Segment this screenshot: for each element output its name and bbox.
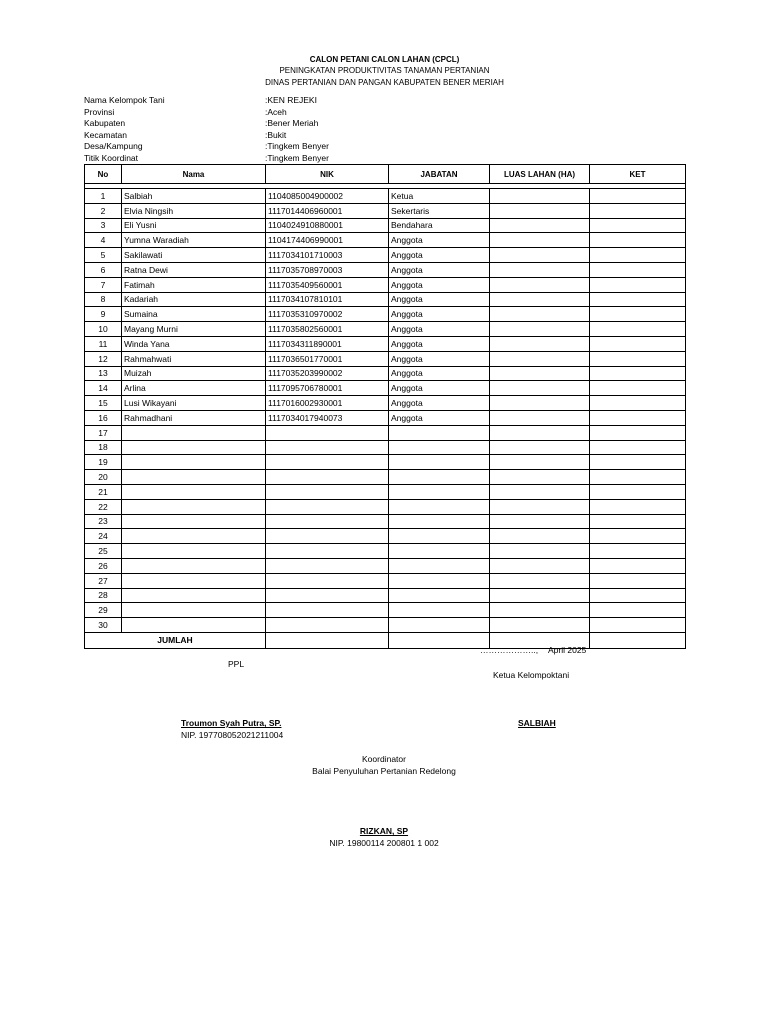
- row-nik-cell: [266, 618, 389, 633]
- info-value: :Aceh: [265, 106, 287, 117]
- row-nik-cell: 1117034311890001: [266, 336, 389, 351]
- row-luas-lahan-cell: [490, 248, 590, 263]
- row-nik-cell: 1104024910880001: [266, 218, 389, 233]
- row-no-cell: 6: [85, 262, 122, 277]
- table-header-row: [85, 165, 686, 184]
- table-row: [85, 484, 686, 499]
- ppl-label: PPL: [228, 659, 245, 669]
- row-nama-cell: [122, 618, 266, 633]
- table-row: [85, 189, 686, 204]
- table-row: [85, 425, 686, 440]
- info-value: :Tingkem Benyer: [265, 141, 329, 151]
- total-cell: [266, 632, 389, 648]
- row-no-cell: 5: [85, 248, 122, 263]
- header-luas-lahan: LUAS LAHAN (HA): [490, 165, 590, 184]
- table-row: [85, 410, 686, 425]
- table-row: [85, 514, 686, 529]
- info-label: Kecamatan: [84, 129, 127, 140]
- row-jabatan-cell: [389, 455, 490, 470]
- row-nama-cell: [122, 558, 266, 573]
- row-luas-lahan-cell: [490, 455, 590, 470]
- row-nama-cell: Mayang Murni: [122, 322, 266, 337]
- row-luas-lahan-cell: [490, 618, 590, 633]
- row-luas-lahan-cell: [490, 529, 590, 544]
- row-nama-cell: Fatimah: [122, 277, 266, 292]
- row-nik-cell: 1117016002930001: [266, 396, 389, 411]
- row-luas-lahan-cell: [490, 573, 590, 588]
- row-luas-lahan-cell: [490, 307, 590, 322]
- ketua-label: Ketua Kelompoktani: [493, 670, 570, 680]
- row-no-cell: 25: [85, 544, 122, 559]
- table-body: [85, 184, 686, 633]
- row-ket-cell: [590, 455, 686, 470]
- row-ket-cell: [590, 425, 686, 440]
- row-luas-lahan-cell: [490, 366, 590, 381]
- row-jabatan-cell: [389, 499, 490, 514]
- table-row: [85, 203, 686, 218]
- table-row: [85, 381, 686, 396]
- row-jabatan-cell: Anggota: [389, 292, 490, 307]
- row-jabatan-cell: [389, 514, 490, 529]
- row-ket-cell: [590, 292, 686, 307]
- row-no-cell: 9: [85, 307, 122, 322]
- row-nik-cell: 1117095706780001: [266, 381, 389, 396]
- row-no-cell: 3: [85, 218, 122, 233]
- table-row: [85, 351, 686, 366]
- row-no-cell: 22: [85, 499, 122, 514]
- row-jabatan-cell: Anggota: [389, 277, 490, 292]
- row-jabatan-cell: Anggota: [389, 262, 490, 277]
- row-nik-cell: 1117034017940073: [266, 410, 389, 425]
- row-ket-cell: [590, 233, 686, 248]
- row-no-cell: 19: [85, 455, 122, 470]
- row-luas-lahan-cell: [490, 233, 590, 248]
- row-no-cell: 28: [85, 588, 122, 603]
- row-nama-cell: Yumna Waradiah: [122, 233, 266, 248]
- table-row: [85, 470, 686, 485]
- row-no-cell: 29: [85, 603, 122, 618]
- row-luas-lahan-cell: [490, 381, 590, 396]
- row-nama-cell: [122, 440, 266, 455]
- table-row: [85, 455, 686, 470]
- group-info-labels: [84, 95, 165, 164]
- row-no-cell: 12: [85, 351, 122, 366]
- row-nik-cell: [266, 588, 389, 603]
- row-nik-cell: 1117035409560001: [266, 277, 389, 292]
- row-luas-lahan-cell: [490, 292, 590, 307]
- row-nik-cell: [266, 573, 389, 588]
- info-label: Nama Kelompok Tani: [84, 95, 165, 105]
- row-no-cell: 15: [85, 396, 122, 411]
- row-jabatan-cell: [389, 588, 490, 603]
- row-nama-cell: [122, 425, 266, 440]
- row-no-cell: 23: [85, 514, 122, 529]
- row-nik-cell: 1117035802560001: [266, 322, 389, 337]
- row-jabatan-cell: Anggota: [389, 351, 490, 366]
- row-no-cell: 7: [85, 277, 122, 292]
- row-ket-cell: [590, 544, 686, 559]
- row-no-cell: 17: [85, 425, 122, 440]
- table-row: [85, 277, 686, 292]
- row-ket-cell: [590, 603, 686, 618]
- row-no-cell: 10: [85, 322, 122, 337]
- row-luas-lahan-cell: [490, 262, 590, 277]
- row-jabatan-cell: Sekertaris: [389, 203, 490, 218]
- row-nik-cell: 1117036501770001: [266, 351, 389, 366]
- row-jabatan-cell: Anggota: [389, 233, 490, 248]
- row-jabatan-cell: Anggota: [389, 410, 490, 425]
- row-no-cell: 30: [85, 618, 122, 633]
- row-luas-lahan-cell: [490, 603, 590, 618]
- row-nama-cell: Arlina: [122, 381, 266, 396]
- row-jabatan-cell: [389, 544, 490, 559]
- total-label: JUMLAH: [85, 632, 266, 648]
- row-nama-cell: Winda Yana: [122, 336, 266, 351]
- document-subtitle-program: PENINGKATAN PRODUKTIVITAS TANAMAN PERTANIAN: [279, 66, 490, 75]
- row-luas-lahan-cell: [490, 218, 590, 233]
- member-table: [84, 164, 686, 649]
- table-row: [85, 618, 686, 633]
- row-nama-cell: [122, 514, 266, 529]
- row-jabatan-cell: [389, 484, 490, 499]
- document-subtitle-agency: DINAS PERTANIAN DAN PANGAN KABUPATEN BENER MERIAH: [265, 78, 504, 87]
- row-ket-cell: [590, 529, 686, 544]
- row-no-cell: 2: [85, 203, 122, 218]
- row-nik-cell: [266, 440, 389, 455]
- row-jabatan-cell: Ketua: [389, 189, 490, 204]
- row-no-cell: 26: [85, 558, 122, 573]
- row-ket-cell: [590, 366, 686, 381]
- row-nik-cell: 1104174406990001: [266, 233, 389, 248]
- row-ket-cell: [590, 618, 686, 633]
- row-nik-cell: 1117035203990002: [266, 366, 389, 381]
- row-nama-cell: [122, 499, 266, 514]
- info-value: :KEN REJEKI: [265, 95, 317, 105]
- row-jabatan-cell: [389, 573, 490, 588]
- row-nama-cell: Salbiah: [122, 189, 266, 204]
- row-nik-cell: 1117014406960001: [266, 203, 389, 218]
- row-ket-cell: [590, 396, 686, 411]
- koordinator-label: Koordinator: [362, 754, 406, 764]
- row-nama-cell: [122, 529, 266, 544]
- table-row: [85, 307, 686, 322]
- table-row: [85, 440, 686, 455]
- row-ket-cell: [590, 248, 686, 263]
- row-ket-cell: [590, 381, 686, 396]
- row-jabatan-cell: Anggota: [389, 381, 490, 396]
- row-nik-cell: 1104085004900002: [266, 189, 389, 204]
- row-ket-cell: [590, 573, 686, 588]
- ppl-name: Troumon Syah Putra, SP.: [181, 718, 282, 728]
- row-jabatan-cell: Anggota: [389, 307, 490, 322]
- row-luas-lahan-cell: [490, 396, 590, 411]
- row-luas-lahan-cell: [490, 440, 590, 455]
- table-row: [85, 366, 686, 381]
- row-nama-cell: Sakilawati: [122, 248, 266, 263]
- row-jabatan-cell: [389, 470, 490, 485]
- row-jabatan-cell: [389, 618, 490, 633]
- table-row: [85, 499, 686, 514]
- row-no-cell: 16: [85, 410, 122, 425]
- total-cell: [389, 632, 490, 648]
- row-luas-lahan-cell: [490, 203, 590, 218]
- row-jabatan-cell: [389, 603, 490, 618]
- row-nik-cell: [266, 470, 389, 485]
- table-row: [85, 396, 686, 411]
- row-nik-cell: [266, 603, 389, 618]
- row-nama-cell: [122, 455, 266, 470]
- row-nik-cell: [266, 499, 389, 514]
- row-ket-cell: [590, 440, 686, 455]
- row-nik-cell: [266, 544, 389, 559]
- row-ket-cell: [590, 307, 686, 322]
- date-text: April 2025: [548, 645, 587, 655]
- row-luas-lahan-cell: [490, 425, 590, 440]
- row-nik-cell: 1117034101710003: [266, 248, 389, 263]
- row-nik-cell: [266, 514, 389, 529]
- header-nama: Nama: [122, 165, 266, 184]
- row-no-cell: 21: [85, 484, 122, 499]
- row-ket-cell: [590, 410, 686, 425]
- table-row: [85, 248, 686, 263]
- ketua-name: SALBIAH: [518, 718, 556, 728]
- table-row: [85, 233, 686, 248]
- row-jabatan-cell: Anggota: [389, 396, 490, 411]
- row-luas-lahan-cell: [490, 499, 590, 514]
- table-total-row: [85, 632, 686, 648]
- row-nama-cell: Muizah: [122, 366, 266, 381]
- row-jabatan-cell: Anggota: [389, 322, 490, 337]
- row-ket-cell: [590, 558, 686, 573]
- table-row: [85, 573, 686, 588]
- row-ket-cell: [590, 351, 686, 366]
- row-luas-lahan-cell: [490, 336, 590, 351]
- row-nik-cell: [266, 558, 389, 573]
- row-nik-cell: 1117034107810101: [266, 292, 389, 307]
- koordinator-nip: NIP. 19800114 200801 1 002: [329, 838, 439, 848]
- row-luas-lahan-cell: [490, 544, 590, 559]
- row-ket-cell: [590, 588, 686, 603]
- info-label: Desa/Kampung: [84, 141, 143, 151]
- row-jabatan-cell: [389, 440, 490, 455]
- info-value: :Bener Meriah: [265, 118, 319, 128]
- group-info-values: [265, 95, 329, 164]
- info-value: :Tingkem Benyer: [265, 152, 329, 163]
- row-ket-cell: [590, 277, 686, 292]
- row-ket-cell: [590, 499, 686, 514]
- row-jabatan-cell: Anggota: [389, 336, 490, 351]
- info-label: Provinsi: [84, 106, 115, 117]
- row-luas-lahan-cell: [490, 484, 590, 499]
- table-row: [85, 588, 686, 603]
- row-nama-cell: Lusi Wikayani: [122, 396, 266, 411]
- document-title: CALON PETANI CALON LAHAN (CPCL): [309, 55, 460, 64]
- date-placeholder: ………………..,: [480, 645, 539, 655]
- row-no-cell: 1: [85, 189, 122, 204]
- table-row: [85, 558, 686, 573]
- row-luas-lahan-cell: [490, 322, 590, 337]
- row-nama-cell: Kadariah: [122, 292, 266, 307]
- row-luas-lahan-cell: [490, 410, 590, 425]
- row-nama-cell: Elvia Ningsih: [122, 203, 266, 218]
- row-nik-cell: [266, 529, 389, 544]
- info-value: :Bukit: [265, 129, 287, 140]
- row-luas-lahan-cell: [490, 277, 590, 292]
- row-ket-cell: [590, 218, 686, 233]
- table-row: [85, 262, 686, 277]
- koordinator-name: RIZKAN, SP: [359, 826, 409, 836]
- row-no-cell: 13: [85, 366, 122, 381]
- row-nama-cell: Eli Yusni: [122, 218, 266, 233]
- row-ket-cell: [590, 322, 686, 337]
- table-row: [85, 603, 686, 618]
- table-row: [85, 529, 686, 544]
- header-ket: KET: [590, 165, 686, 184]
- row-nama-cell: [122, 588, 266, 603]
- table-row: [85, 292, 686, 307]
- row-nama-cell: [122, 573, 266, 588]
- row-jabatan-cell: [389, 425, 490, 440]
- header-jabatan: JABATAN: [389, 165, 490, 184]
- info-label: Titik Koordinat: [84, 152, 139, 163]
- row-no-cell: 27: [85, 573, 122, 588]
- header-no: No: [85, 165, 122, 184]
- row-ket-cell: [590, 514, 686, 529]
- row-nama-cell: Rahmahwati: [122, 351, 266, 366]
- row-nama-cell: Ratna Dewi: [122, 262, 266, 277]
- row-jabatan-cell: [389, 529, 490, 544]
- row-nik-cell: 1117035310970002: [266, 307, 389, 322]
- row-nama-cell: [122, 470, 266, 485]
- table-row: [85, 544, 686, 559]
- row-no-cell: 18: [85, 440, 122, 455]
- row-nama-cell: Sumaina: [122, 307, 266, 322]
- row-ket-cell: [590, 484, 686, 499]
- row-no-cell: 24: [85, 529, 122, 544]
- row-jabatan-cell: Bendahara: [389, 218, 490, 233]
- row-luas-lahan-cell: [490, 514, 590, 529]
- row-ket-cell: [590, 203, 686, 218]
- table-row: [85, 336, 686, 351]
- row-no-cell: 4: [85, 233, 122, 248]
- row-no-cell: 8: [85, 292, 122, 307]
- total-cell: [590, 632, 686, 648]
- row-no-cell: 14: [85, 381, 122, 396]
- balai-label: Balai Penyuluhan Pertanian Redelong: [312, 766, 456, 776]
- row-luas-lahan-cell: [490, 558, 590, 573]
- row-ket-cell: [590, 470, 686, 485]
- info-label: Kabupaten: [84, 118, 126, 128]
- row-jabatan-cell: Anggota: [389, 366, 490, 381]
- row-nik-cell: 1117035708970003: [266, 262, 389, 277]
- row-ket-cell: [590, 189, 686, 204]
- ppl-nip: NIP. 197708052021211004: [181, 730, 284, 740]
- row-jabatan-cell: [389, 558, 490, 573]
- row-luas-lahan-cell: [490, 351, 590, 366]
- row-jabatan-cell: Anggota: [389, 248, 490, 263]
- row-ket-cell: [590, 262, 686, 277]
- header-nik: NIK: [266, 165, 389, 184]
- table-row: [85, 322, 686, 337]
- row-luas-lahan-cell: [490, 189, 590, 204]
- table-row: [85, 218, 686, 233]
- row-luas-lahan-cell: [490, 470, 590, 485]
- row-nik-cell: [266, 455, 389, 470]
- row-nama-cell: [122, 603, 266, 618]
- row-no-cell: 20: [85, 470, 122, 485]
- row-ket-cell: [590, 336, 686, 351]
- row-no-cell: 11: [85, 336, 122, 351]
- row-nama-cell: [122, 544, 266, 559]
- row-nama-cell: [122, 484, 266, 499]
- row-nik-cell: [266, 425, 389, 440]
- row-nama-cell: Rahmadhani: [122, 410, 266, 425]
- row-luas-lahan-cell: [490, 588, 590, 603]
- row-nik-cell: [266, 484, 389, 499]
